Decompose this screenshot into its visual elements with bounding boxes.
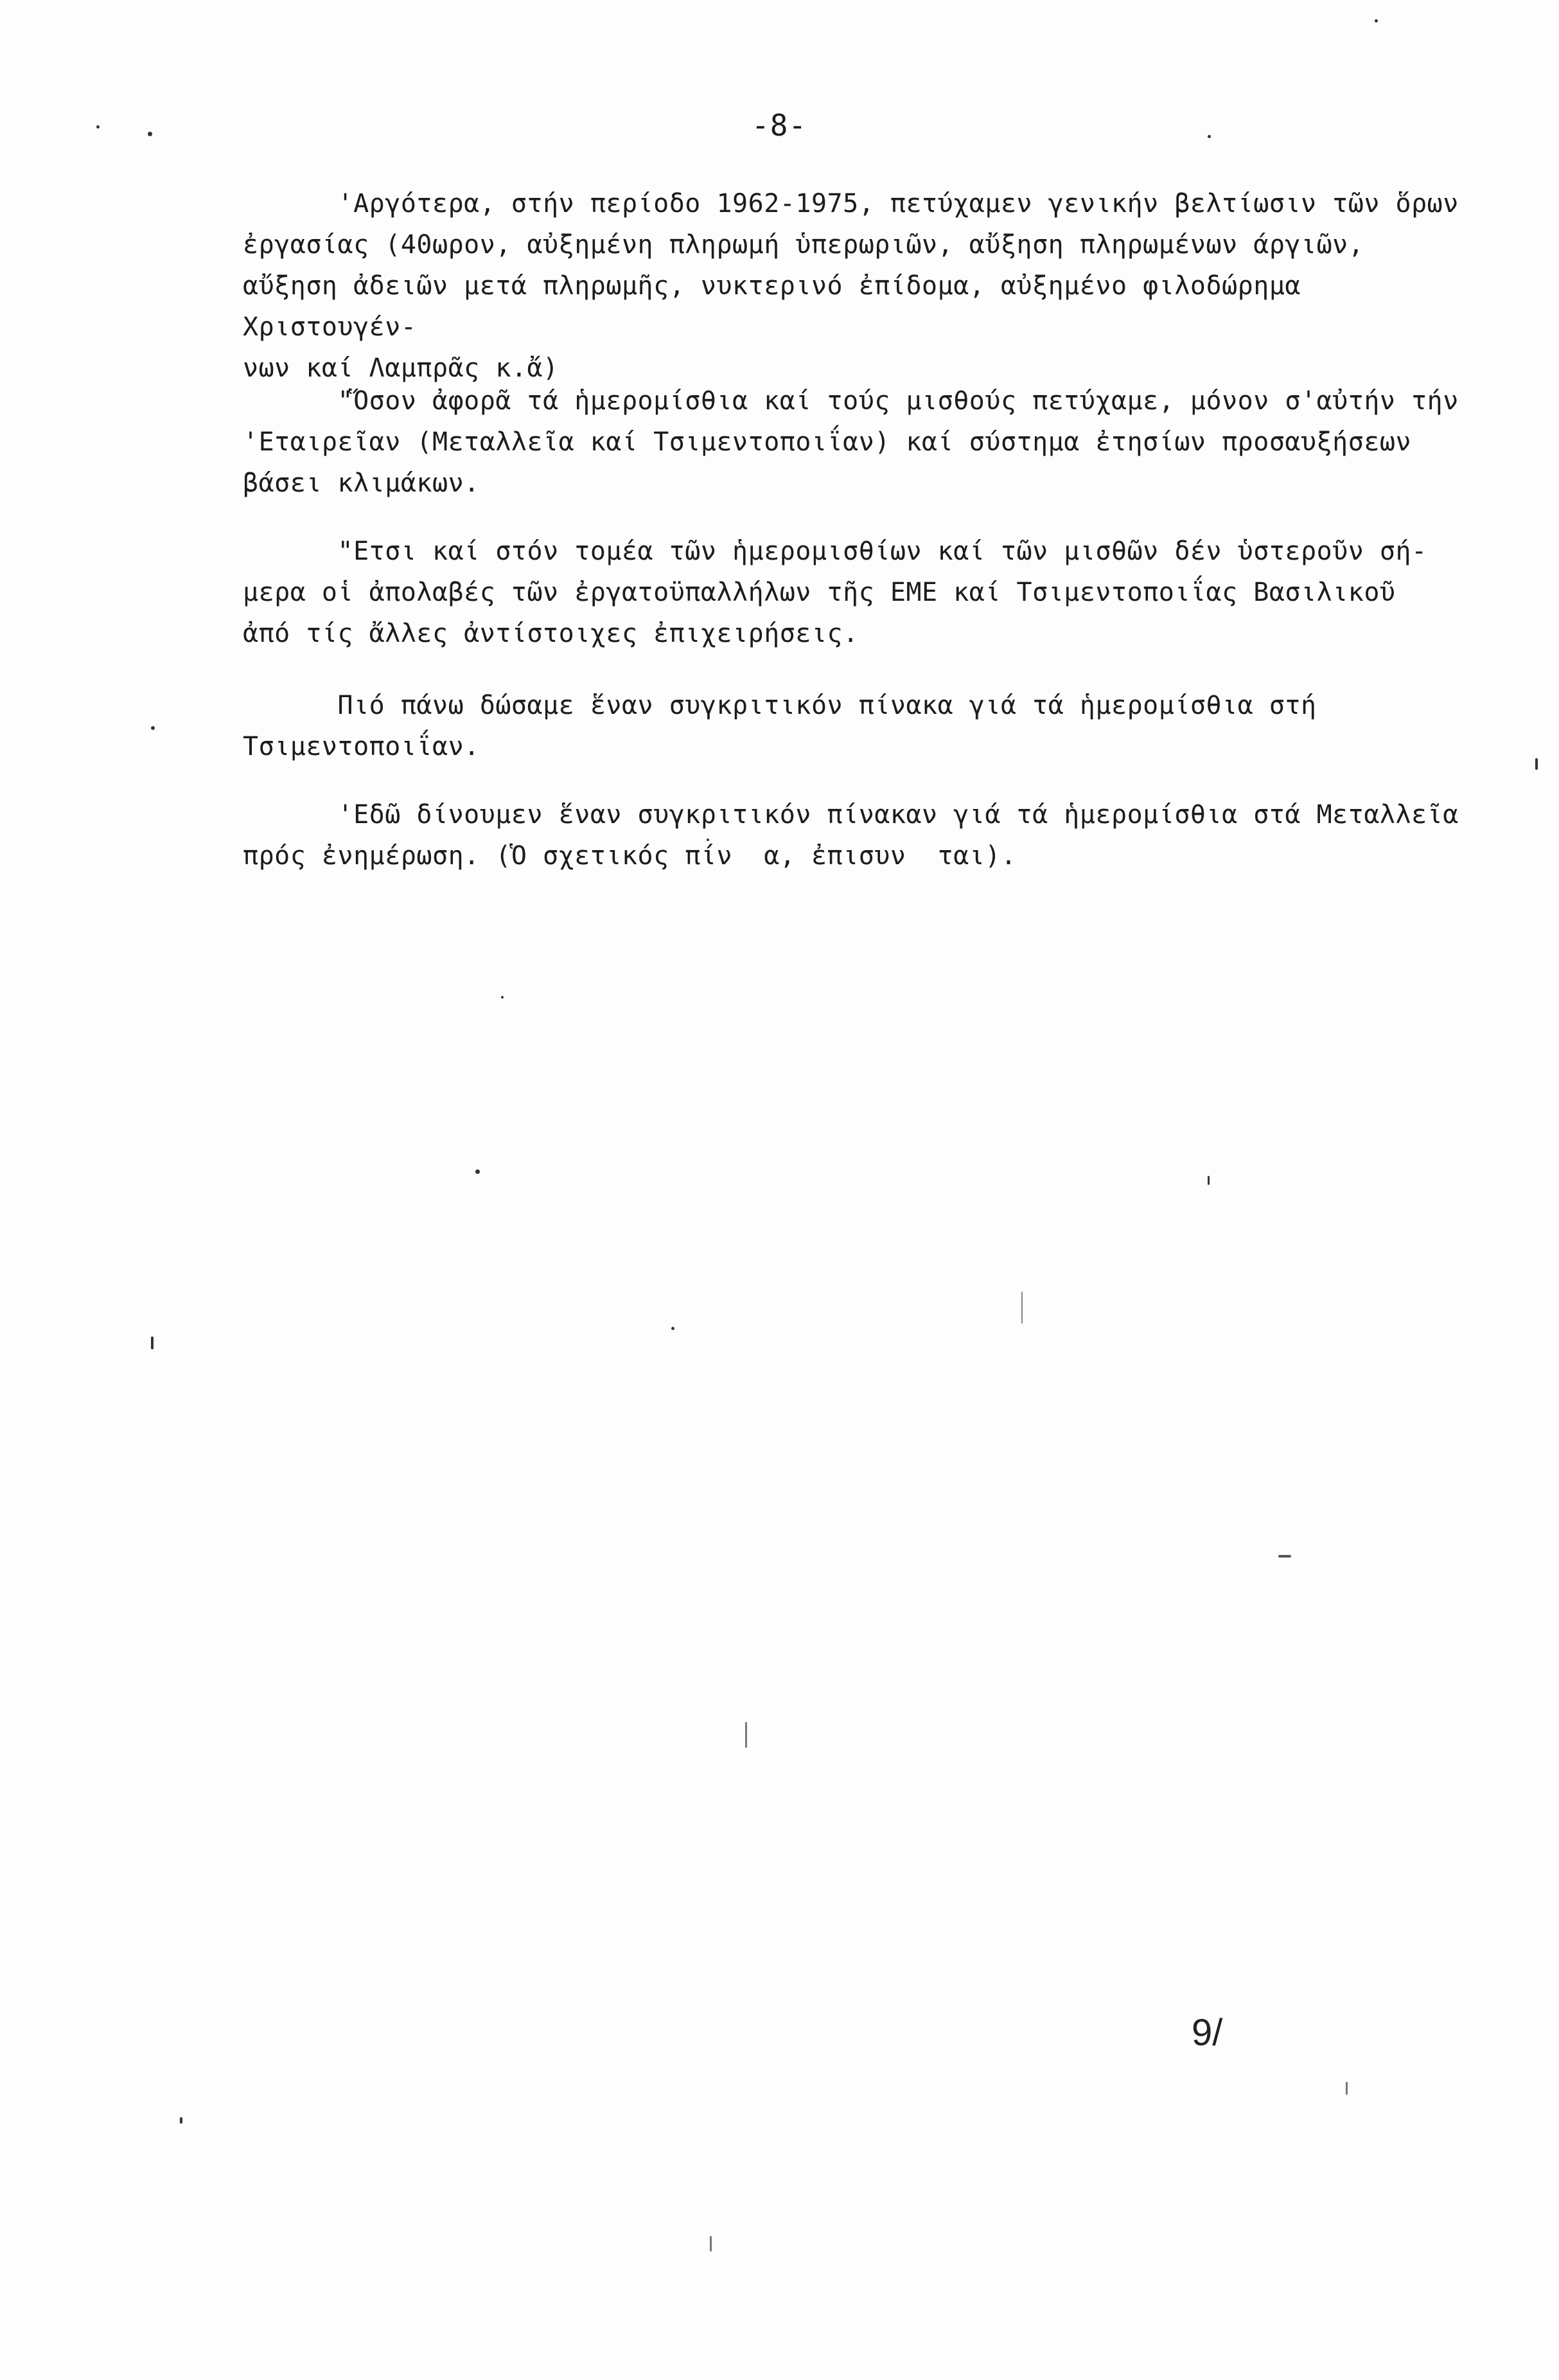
scan-speck bbox=[1208, 135, 1211, 138]
paragraph-4 bbox=[243, 685, 1483, 767]
scan-speck bbox=[1208, 1176, 1210, 1185]
paragraph-5 bbox=[243, 794, 1483, 876]
scan-speck bbox=[710, 2236, 712, 2251]
page-number: -8- bbox=[752, 108, 807, 143]
line: μερα οἱ ἀπολαβές τῶν ἐργατοϋπαλλήλων τῆς ΕΜΕ καί Τσιμεντοποιΐας Βασιλικοῦ bbox=[243, 578, 1396, 607]
paragraph-1 bbox=[243, 183, 1483, 389]
scan-speck bbox=[1021, 1292, 1023, 1324]
paragraph-3 bbox=[243, 531, 1483, 654]
scan-speck bbox=[151, 1337, 154, 1349]
scan-speck bbox=[1278, 1555, 1291, 1558]
scan-speck bbox=[745, 1722, 747, 1748]
paragraph-2 bbox=[243, 380, 1483, 504]
scan-speck bbox=[1375, 19, 1378, 22]
line: νων καί Λαμπρᾶς κ.ἄ) bbox=[243, 353, 559, 383]
scan-speck bbox=[148, 132, 152, 136]
scan-speck bbox=[1346, 2082, 1348, 2095]
line: 'Εδῶ δίνουμεν ἕναν συγκριτικόν πίνακαν γιά τά ἡμερομίσθια στά Μεταλλεῖα bbox=[243, 800, 1459, 830]
line: "Ετσι καί στόν τομέα τῶν ἡμερομισθίων καί τῶν μισθῶν δέν ὑστεροῦν σή- bbox=[243, 537, 1427, 566]
line: αὔξηση ἀδειῶν μετά πληρωμῆς, νυκτερινό ἐπίδομα, αὐξημένο φιλοδώρημα Χριστουγέν- bbox=[243, 271, 1317, 342]
scan-speck bbox=[180, 2117, 182, 2124]
line: βάσει κλιμάκων. bbox=[243, 468, 480, 498]
line: Πιό πάνω δώσαμε ἕναν συγκριτικόν πίνακα γιά τά ἡμερομίσθια στή bbox=[243, 691, 1317, 720]
line: ἀπό τίς ἄλλες ἀντίστοιχες ἐπιχειρήσεις. bbox=[243, 619, 859, 648]
line: ἐργασίας (40ωρον, αὐξημένη πληρωμή ὑπερωριῶν, αὔξηση πληρωμένων άργιῶν, bbox=[243, 230, 1364, 260]
line: πρός ἐνημέρωση. (Ὁ σχετικός πίν α, ἐπισυν ται). bbox=[243, 841, 1017, 871]
continuation-mark: 9/ bbox=[1192, 2012, 1223, 2054]
line: 'Εταιρεῖαν (Μεταλλεῖα καί Τσιμεντοποιΐαν) καί σύστημα ἐτησίων προσαυξήσεων bbox=[243, 427, 1412, 457]
scan-speck bbox=[475, 1169, 480, 1174]
scan-speck bbox=[96, 125, 100, 129]
scan-speck bbox=[501, 996, 504, 999]
scan-speck bbox=[1535, 758, 1538, 770]
scan-speck bbox=[671, 1327, 674, 1330]
line: "Ὅσον ἀφορᾶ τά ἡμερομίσθια καί τούς μισθούς πετύχαμε, μόνον σ'αὐτήν τήν bbox=[243, 386, 1459, 416]
line: Τσιμεντοποιΐαν. bbox=[243, 732, 480, 761]
line: 'Αργότερα, στήν περίοδο 1962-1975, πετύχαμεν γενικήν βελτίωσιν τῶν ὅρων bbox=[243, 189, 1459, 218]
scan-speck bbox=[151, 726, 155, 730]
scan-speck bbox=[707, 839, 709, 841]
